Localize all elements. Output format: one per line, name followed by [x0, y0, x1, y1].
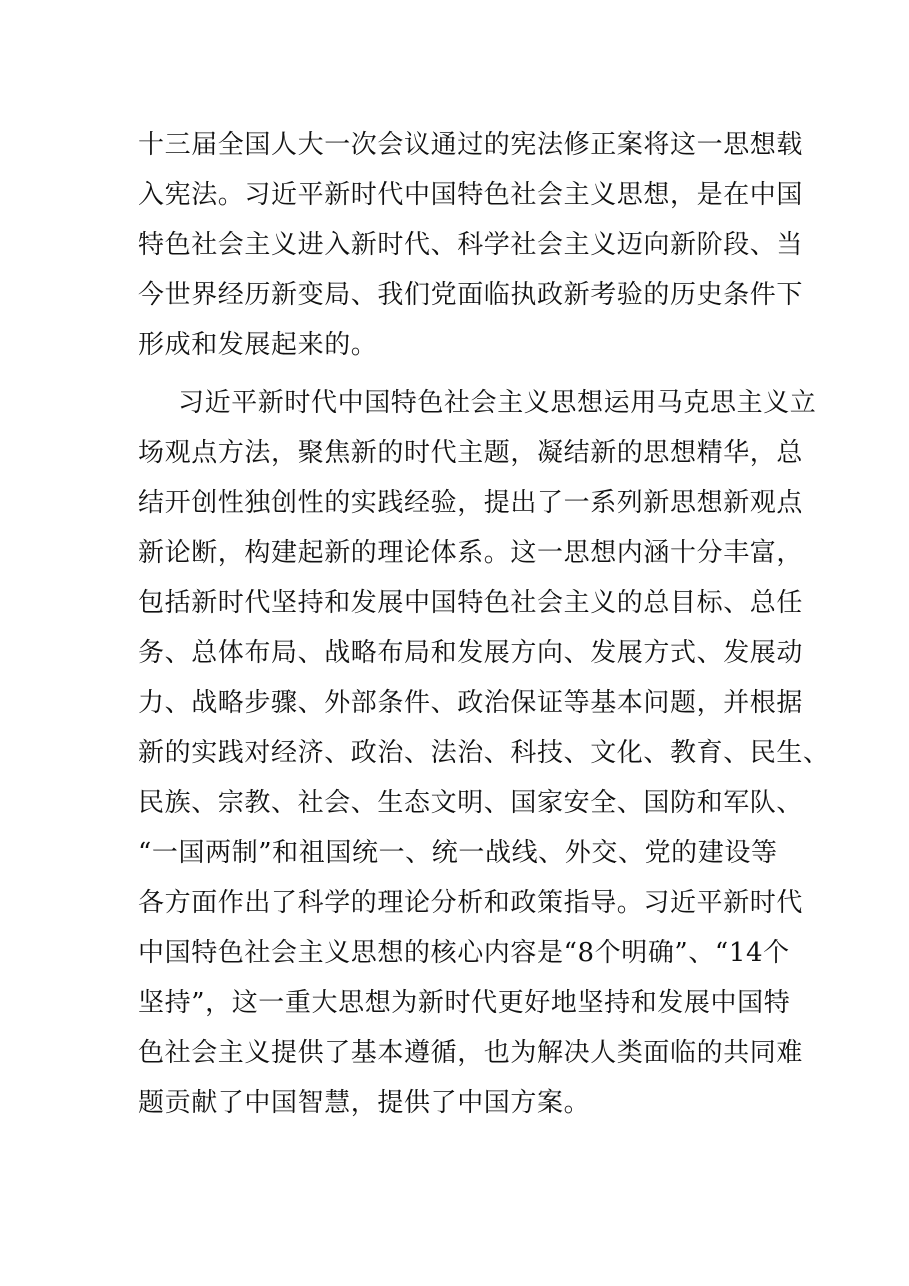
- text-line: “一国两制”和祖国统一、统一战线、外交、党的建设等: [138, 838, 778, 868]
- text-line: 民族、宗教、社会、生态文明、国家安全、国防和军队、: [138, 788, 804, 818]
- text-line: 中国特色社会主义思想的核心内容是“8个明确”、“14个: [138, 938, 790, 968]
- text-line: 结开创性独创性的实践经验，提出了一系列新思想新观点: [138, 488, 804, 518]
- text-line: 今世界经历新变局、我们党面临执政新考验的历史条件下: [138, 280, 804, 310]
- text-line: 形成和发展起来的。: [138, 330, 378, 360]
- text-line: 场观点方法，聚焦新的时代主题，凝结新的思想精华，总: [138, 438, 804, 468]
- text-line: 十三届全国人大一次会议通过的宪法修正案将这一思想载: [138, 130, 804, 160]
- text-line: 坚持”，这一重大思想为新时代更好地坚持和发展中国特: [138, 988, 791, 1018]
- text-line: 题贡献了中国智慧，提供了中国方案。: [138, 1088, 591, 1118]
- text-line: 新论断，构建起新的理论体系。这一思想内涵十分丰富，: [138, 538, 804, 568]
- text-line: 务、总体布局、战略布局和发展方向、发展方式、发展动: [138, 638, 804, 668]
- text-line: 色社会主义提供了基本遵循，也为解决人类面临的共同难: [138, 1038, 804, 1068]
- text-line: 习近平新时代中国特色社会主义思想运用马克思主义立: [178, 388, 817, 418]
- text-line: 特色社会主义进入新时代、科学社会主义迈向新阶段、当: [138, 230, 804, 260]
- text-line: 力、战略步骤、外部条件、政治保证等基本问题，并根据: [138, 688, 804, 718]
- text-line: 入宪法。习近平新时代中国特色社会主义思想，是在中国: [138, 180, 804, 210]
- text-line: 包括新时代坚持和发展中国特色社会主义的总目标、总任: [138, 588, 804, 618]
- text-line: 新的实践对经济、政治、法治、科技、文化、教育、民生、: [138, 738, 830, 768]
- text-line: 各方面作出了科学的理论分析和政策指导。习近平新时代: [138, 888, 804, 918]
